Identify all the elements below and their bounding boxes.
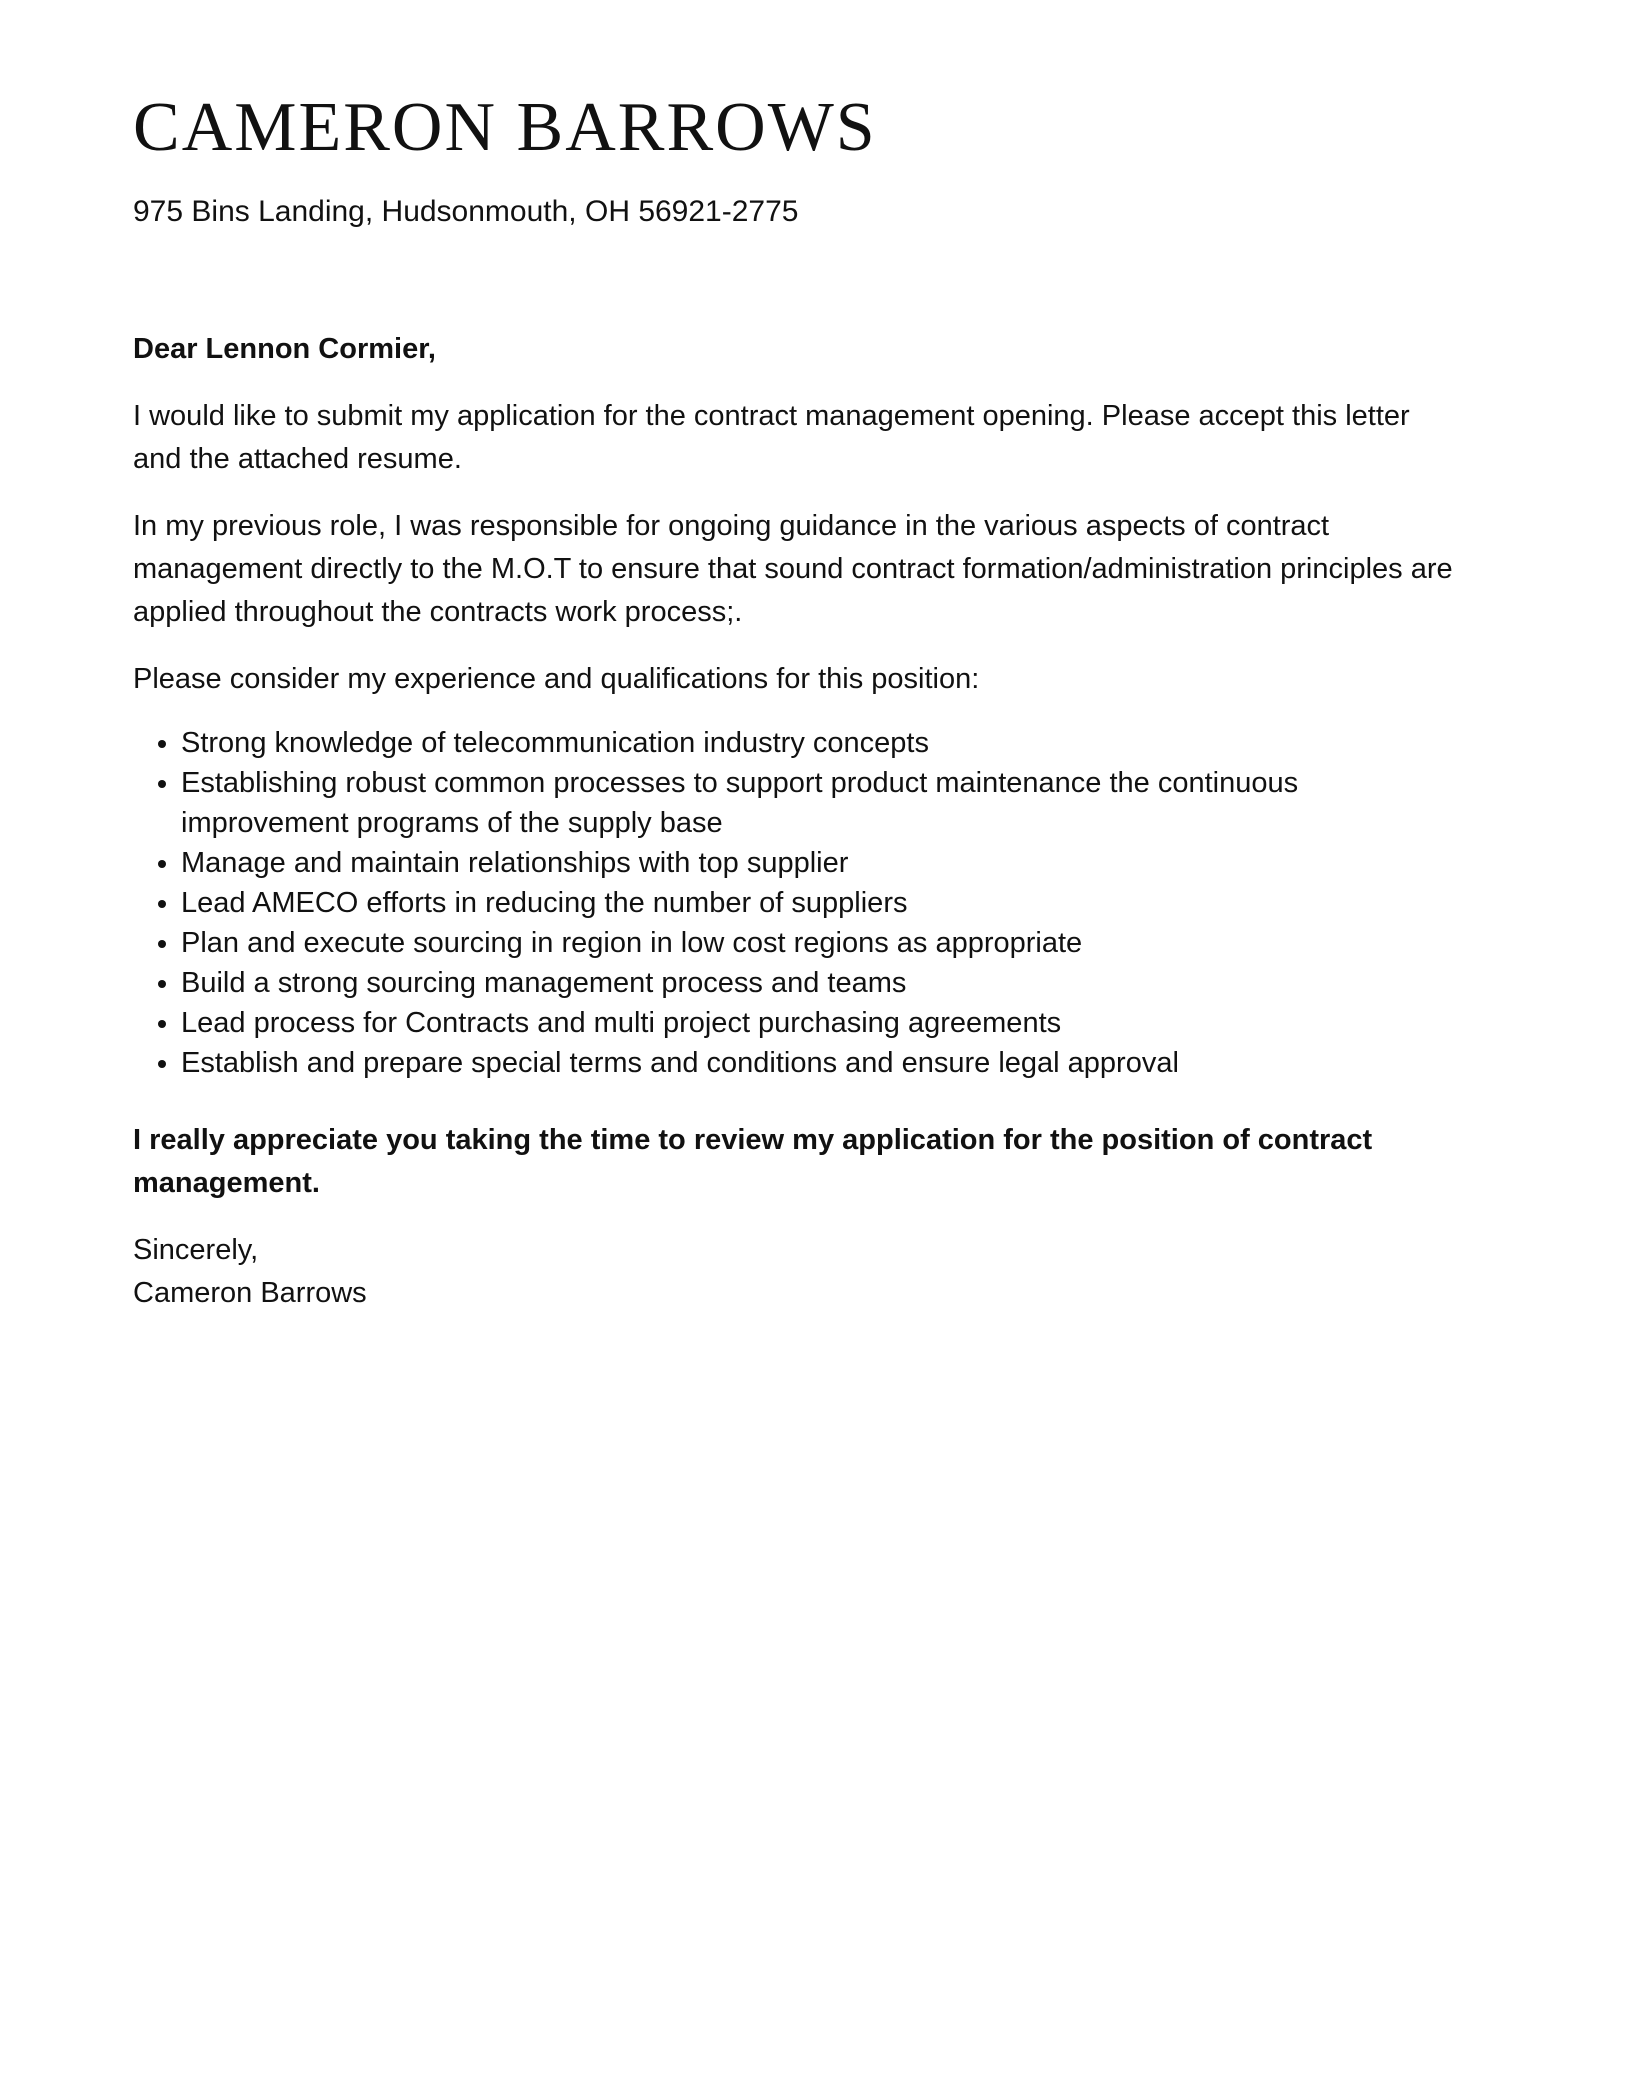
list-item: • Establish and prepare special terms and conditions and ensure legal approval xyxy=(181,1043,1463,1083)
applicant-address: 975 Bins Landing, Hudsonmouth, OH 56921-2775 xyxy=(133,195,799,228)
paragraph-experience: In my previous role, I was responsible for ongoing guidance in the various aspects of contract management directly to the M.O.T to ensure that sound contract formation/administration principles are applied throughout the contracts work process;. xyxy=(133,510,1453,628)
greeting: Dear Lennon Cormier, xyxy=(133,333,436,365)
list-item: • Establishing robust common processes to support product maintenance the continuous improvement programs of the supply base xyxy=(181,763,1463,843)
list-item: • Plan and execute sourcing in region in low cost regions as appropriate xyxy=(181,923,1463,963)
paragraph-qualifications-intro: Please consider my experience and qualifications for this position: xyxy=(133,663,980,695)
signature: Cameron Barrows xyxy=(133,1277,367,1309)
list-item: • Manage and maintain relationships with top supplier xyxy=(181,843,1463,883)
qualifications-list xyxy=(133,723,1463,1083)
list-item: • Lead AMECO efforts in reducing the number of suppliers xyxy=(181,883,1463,923)
letter-body xyxy=(133,328,1463,1315)
list-item: • Strong knowledge of telecommunication industry concepts xyxy=(181,723,1463,763)
list-item: • Build a strong sourcing management process and teams xyxy=(181,963,1463,1003)
list-item: • Lead process for Contracts and multi project purchasing agreements xyxy=(181,1003,1463,1043)
closing-paragraph: I really appreciate you taking the time to review my application for the position of contract management. xyxy=(133,1124,1373,1199)
applicant-name: CAMERON BARROWS xyxy=(133,89,877,166)
signoff: Sincerely, xyxy=(133,1234,259,1266)
paragraph-intro: I would like to submit my application for the contract management opening. Please accept this letter and the attached resume. xyxy=(133,400,1410,475)
